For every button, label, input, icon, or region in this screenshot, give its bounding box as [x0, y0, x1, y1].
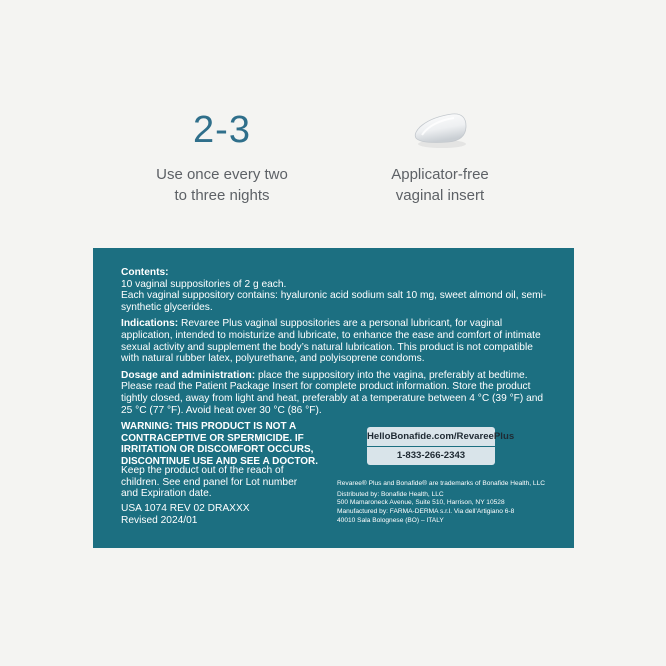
- contact-phone[interactable]: 1-833-266-2343: [396, 449, 466, 461]
- indications-section: [121, 318, 550, 364]
- panel-footer: [121, 421, 550, 551]
- contents-line-2: Each vaginal suppository contains: hyaluronic acid sodium salt 10 mg, sweet almond oil, semi-synthetic glycerides.: [121, 290, 547, 313]
- legal-block: [337, 480, 577, 525]
- legal-manufacturer-address: 40010 Sala Bolognese (BO) – ITALY: [337, 516, 444, 524]
- contents-line-1: 10 vaginal suppositories of 2 g each.: [121, 278, 287, 290]
- insert-feature: [340, 106, 540, 206]
- warning-text: WARNING: THIS PRODUCT IS NOT A CONTRACEPTIVE OR SPERMICIDE. IF IRRITATION OR DISCOMFORT OCCURS, DISCONTINUE USE AND SEE A DOCTOR.: [121, 421, 319, 467]
- contact-box: [367, 427, 515, 465]
- insert-line-2: vaginal insert: [395, 187, 485, 204]
- package-panel: [93, 248, 574, 548]
- suppository-icon: [408, 108, 472, 152]
- frequency-feature: [122, 106, 322, 206]
- legal-manufactured: Manufactured by: FARMA-DERMA s.r.l. Via dell’Artigiano 6-8: [337, 507, 515, 515]
- indications-title: Indications:: [121, 318, 179, 330]
- frequency-description: [122, 164, 322, 206]
- dosage-section: [121, 370, 550, 416]
- insert-description: [340, 164, 540, 206]
- contents-title: Contents:: [121, 267, 169, 278]
- contact-url[interactable]: HelloBonafide.com/RevareePlus: [367, 427, 495, 447]
- keep-out-text: Keep the product out of the reach of children. See end panel for Lot number and Expiration date.: [121, 465, 298, 500]
- dosage-text: place the suppository into the vagina, preferably at bedtime. Please read the Patient Package Insert for complete product information. Store the product tightly closed, away from light and heat, preferably at a temperature between 4 °C (39 °F) and 25 °C (77 °F). Avoid heat over 30 °C (86 °F).: [121, 369, 544, 416]
- indications-text: Revaree Plus vaginal suppositories are a personal lubricant, for vaginal application, intended to moisturize and lubricate, to enhance the ease and comfort of intimate sexual activity and supplement the body’s natural lubrication. This product is not compatible with natural rubber latex, polyurethane, and polyisoprene condoms.: [121, 318, 541, 365]
- frequency-line-2: to three nights: [174, 187, 270, 204]
- product-code: USA 1074 REV 02 DRAXXX: [121, 503, 250, 515]
- legal-distributed: Distributed by: Bonafide Health, LLC: [337, 490, 444, 498]
- frequency-line-1: Use once every two: [156, 166, 288, 183]
- legal-trademark: Revaree® Plus and Bonafide® are trademarks of Bonafide Health, LLC: [337, 480, 546, 488]
- revised-date: Revised 2024/01: [121, 514, 198, 526]
- dosage-title: Dosage and administration:: [121, 369, 256, 381]
- frequency-number: 2-3: [193, 109, 251, 151]
- contents-section: [121, 267, 550, 313]
- revision-block: [121, 503, 311, 526]
- insert-line-1: Applicator-free: [391, 166, 489, 183]
- legal-address: 500 Mamaroneck Avenue, Suite 510, Harrison, NY 10528: [337, 499, 505, 507]
